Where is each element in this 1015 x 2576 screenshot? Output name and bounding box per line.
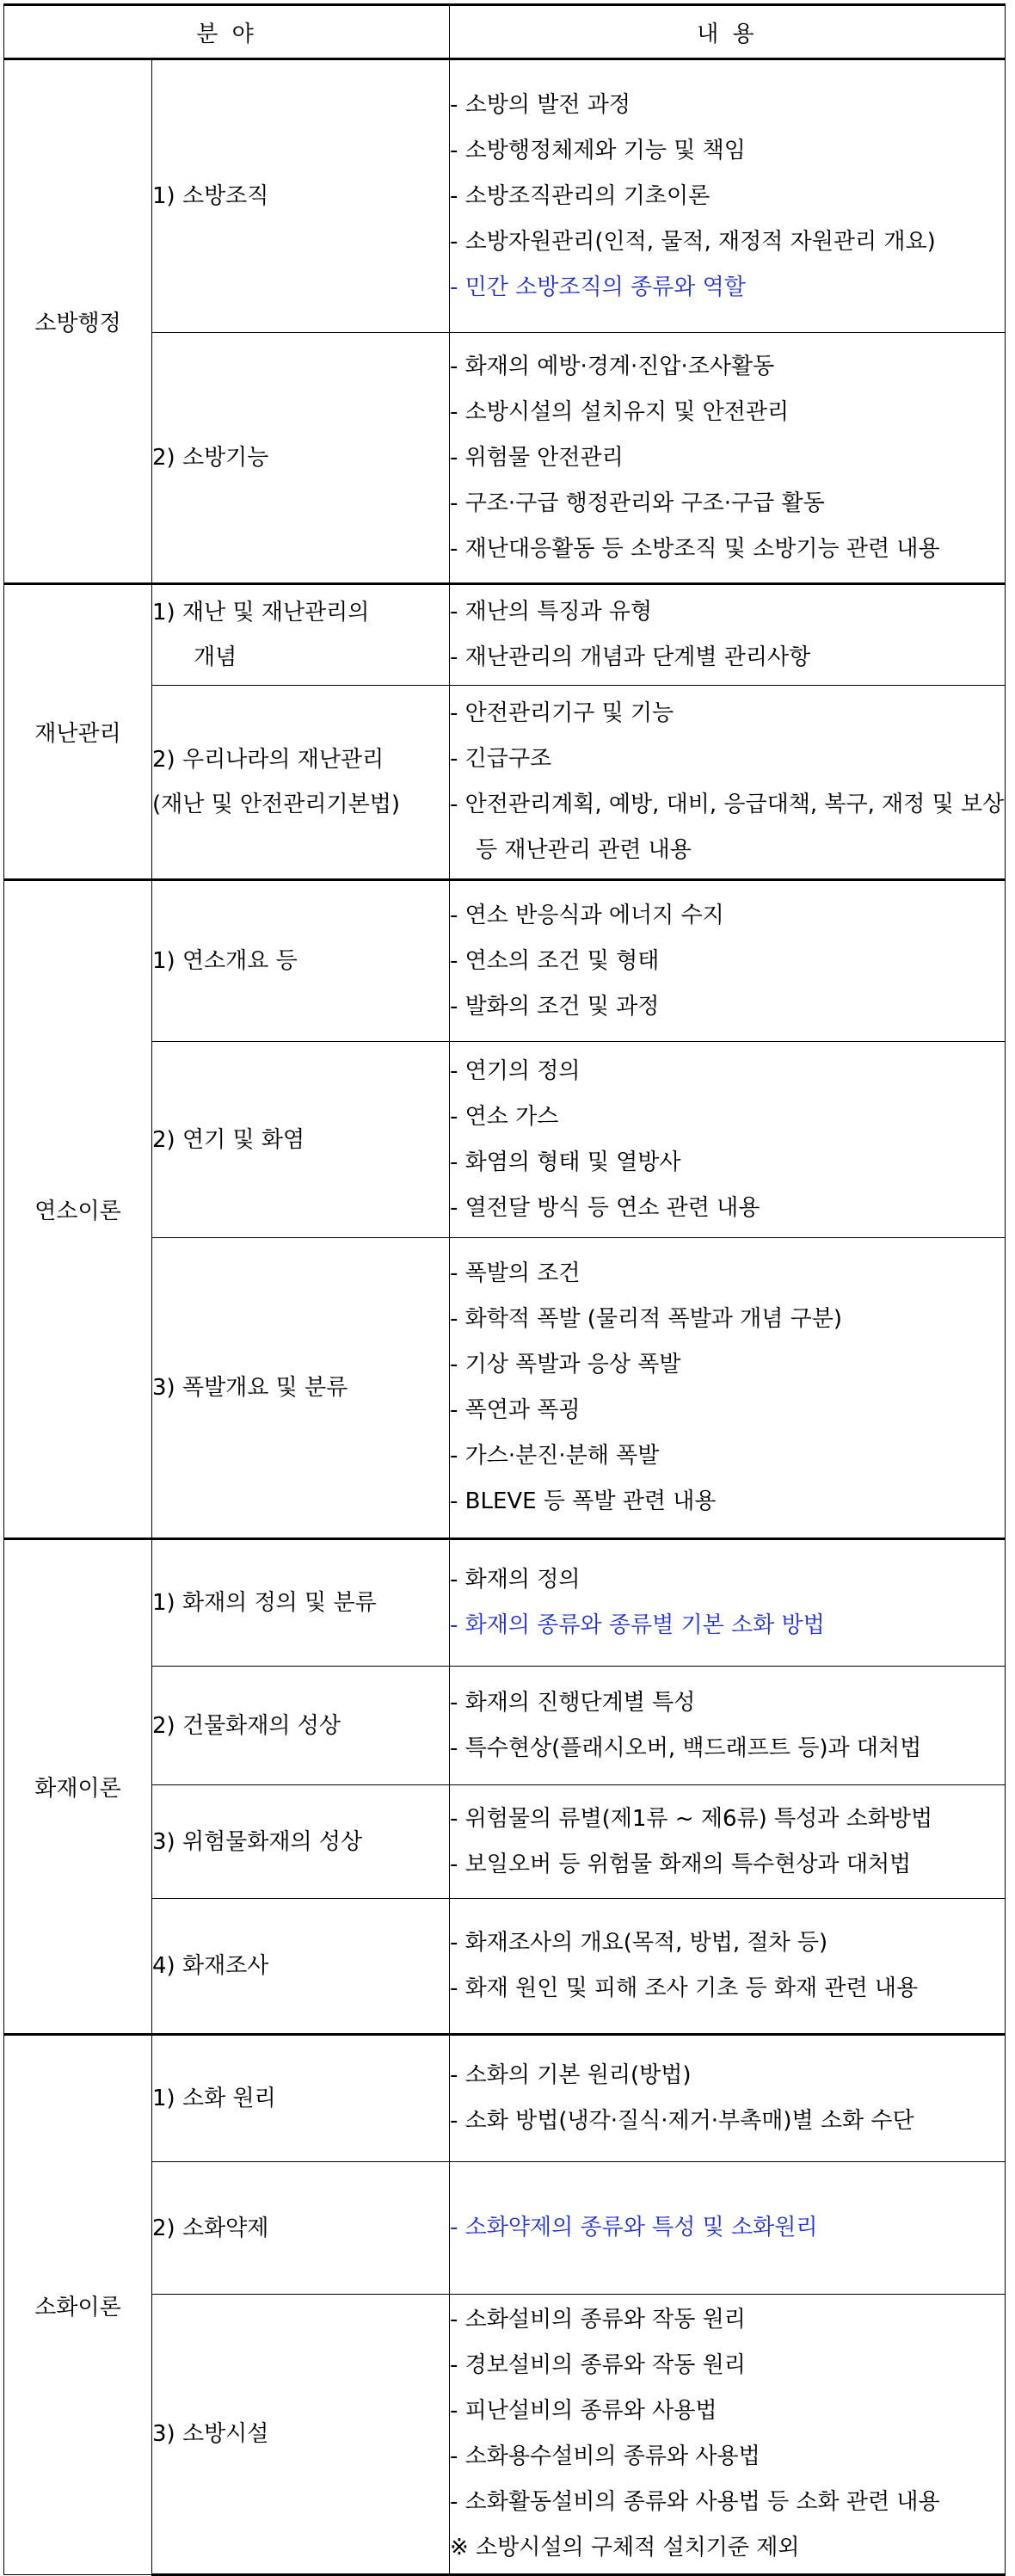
content-item: - 위험물 안전관리 [450,444,624,471]
content-item: - 발화의 조건 및 과정 [450,993,660,1020]
content-item: - 재난대응활동 등 소방조직 및 소방기능 관련 내용 [450,535,940,562]
syllabus-table-container [3,3,1005,2561]
category-cell: 연소이론 [4,880,152,1539]
content-item: - 연기의 정의 [450,1057,581,1084]
subtopic-title-line: 2) 소화약제 [152,2215,269,2241]
content-item: - 피난설비의 종류와 사용법 [450,2398,717,2424]
content-item: - 안전관리계획, 예방, 대비, 응급대책, 복구, 재정 및 보상 등 재난관리 관련 내용 [450,792,1005,863]
content-cell [450,1238,1006,1539]
table-header-row [4,5,1006,59]
content-item: - 경보설비의 종류와 작동 원리 [450,2352,746,2378]
content-item: - 폭발의 조건 [450,1260,581,1286]
content-item: - 화재조사의 개요(목적, 방법, 절차 등) [450,1930,828,1956]
content-item: - 연소 반응식과 에너지 수지 [450,902,724,928]
subtopic-title-line: 1) 연소개요 등 [152,948,298,974]
table-row [4,1238,1006,1539]
subtopic-title-line: 2) 연기 및 화염 [152,1126,305,1153]
content-cell [450,59,1006,333]
subtopic-title-line: 1) 소방조직 [152,183,269,209]
subtopic-cell [152,2035,450,2162]
content-item: - 긴급구조 [450,746,552,772]
content-item: - 화학적 폭발 (물리적 폭발과 개념 구분) [450,1306,842,1332]
content-item: - 소방시설의 설치유지 및 안전관리 [450,398,790,425]
subtopic-cell [152,333,450,584]
content-item: - 가스·분진·분해 폭발 [450,1443,660,1469]
table-row [4,1899,1006,2035]
subtopic-cell [152,2162,450,2295]
table-row [4,686,1006,880]
content-item: - 화재의 예방·경계·진압·조사활동 [450,353,775,379]
content-item: ※ 소방시설의 구체적 설치기준 제외 [450,2535,800,2561]
content-cell [450,2035,1006,2162]
content-item: - 소방의 발전 과정 [450,91,631,118]
category-cell: 소방행정 [4,59,152,584]
content-item: - 소화활동설비의 종류와 사용법 등 소화 관련 내용 [450,2489,940,2515]
subtopic-title-line: 1) 화재의 정의 및 분류 [152,1590,377,1616]
subtopic-title-line: 2) 우리나라의 재난관리 [152,747,384,773]
subtopic-title-line: 3) 위험물화재의 성상 [152,1828,363,1855]
content-item: - 민간 소방조직의 종류와 역할 [450,274,746,300]
content-cell [450,584,1006,686]
subtopic-title-line: 개념 [194,644,237,670]
content-item: - 재난의 특징과 유형 [450,599,653,625]
content-item: - 열전달 방식 등 연소 관련 내용 [450,1194,760,1221]
table-row [4,1667,1006,1785]
content-cell [450,880,1006,1042]
content-cell [450,1042,1006,1238]
table-row [4,333,1006,584]
content-item: - 소화 방법(냉각·질식·제거·부촉매)별 소화 수단 [450,2108,914,2134]
content-item: - 특수현상(플래시오버, 백드래프트 등)과 대처법 [450,1735,922,1761]
table-row [4,59,1006,333]
subtopic-cell [152,2295,450,2575]
header-field: 분 야 [4,5,450,59]
content-item: - 보일오버 등 위험물 화재의 특수현상과 대처법 [450,1851,912,1877]
table-row [4,2295,1006,2575]
table-row [4,2035,1006,2162]
content-item: - 화재의 진행단계별 특성 [450,1689,696,1716]
header-content: 내 용 [450,5,1006,59]
content-cell [450,1899,1006,2035]
content-item: - BLEVE 등 폭발 관련 내용 [450,1488,717,1514]
subtopic-cell [152,880,450,1042]
content-item: - 소화의 기본 원리(방법) [450,2062,692,2088]
subtopic-cell [152,1042,450,1238]
content-cell [450,2162,1006,2295]
table-body [4,59,1006,2575]
subtopic-title-line: 3) 소방시설 [152,2421,269,2447]
content-cell [450,2295,1006,2575]
content-item: - 소화설비의 종류와 작동 원리 [450,2307,746,2333]
content-item: - 소화약제의 종류와 특성 및 소화원리 [450,2215,818,2240]
content-cell [450,333,1006,584]
content-item: - 기상 폭발과 응상 폭발 [450,1352,681,1377]
subtopic-cell [152,59,450,333]
content-cell [450,1667,1006,1785]
content-cell [450,1539,1006,1667]
table-row [4,1539,1006,1667]
subtopic-cell [152,1539,450,1667]
table-row [4,584,1006,686]
subtopic-cell [152,1667,450,1785]
category-cell: 소화이론 [4,2035,152,2575]
syllabus-table [3,3,1006,2576]
subtopic-cell [152,584,450,686]
content-item: - 화염의 형태 및 열방사 [450,1149,681,1175]
content-item: - 화재의 정의 [450,1567,581,1593]
content-item: - 소방행정체제와 기능 및 책임 [450,137,746,163]
subtopic-title-line: 2) 건물화재의 성상 [152,1712,341,1739]
content-item: - 연소 가스 [450,1103,559,1130]
content-item: - 연소의 조건 및 형태 [450,947,660,974]
subtopic-cell [152,1785,450,1899]
subtopic-title-line: 1) 소화 원리 [152,2086,276,2111]
subtopic-title-line: 3) 폭발개요 및 분류 [152,1375,348,1401]
subtopic-cell [152,1899,450,2035]
content-item: - 폭연과 폭굉 [450,1397,581,1423]
content-item: - 소방자원관리(인적, 물적, 재정적 자원관리 개요) [450,228,936,255]
subtopic-title-line: 4) 화재조사 [152,1953,269,1979]
content-item: - 소화용수설비의 종류와 사용법 [450,2444,760,2469]
content-cell [450,686,1006,880]
table-row [4,1042,1006,1238]
subtopic-cell [152,1238,450,1539]
content-item: - 화재 원인 및 피해 조사 기초 등 화재 관련 내용 [450,1975,919,2001]
content-cell [450,1785,1006,1899]
category-cell: 재난관리 [4,584,152,880]
content-item: - 구조·구급 행정관리와 구조·구급 활동 [450,490,825,516]
content-item: - 재난관리의 개념과 단계별 관리사항 [450,644,811,670]
content-item: - 소방조직관리의 기초이론 [450,182,710,209]
content-item: - 화재의 종류와 종류별 기본 소화 방법 [450,1612,825,1638]
table-row [4,1785,1006,1899]
content-item: - 위험물의 류별(제1류 ~ 제6류) 특성과 소화방법 [450,1805,933,1832]
subtopic-title-line: 2) 소방기능 [152,445,269,471]
category-cell: 화재이론 [4,1539,152,2035]
table-row [4,2162,1006,2295]
subtopic-title-line: (재난 및 안전관리기본법) [152,792,400,817]
subtopic-cell [152,686,450,880]
subtopic-title-line: 1) 재난 및 재난관리의 [152,600,370,626]
table-row [4,880,1006,1042]
content-item: - 안전관리기구 및 기능 [450,700,674,726]
